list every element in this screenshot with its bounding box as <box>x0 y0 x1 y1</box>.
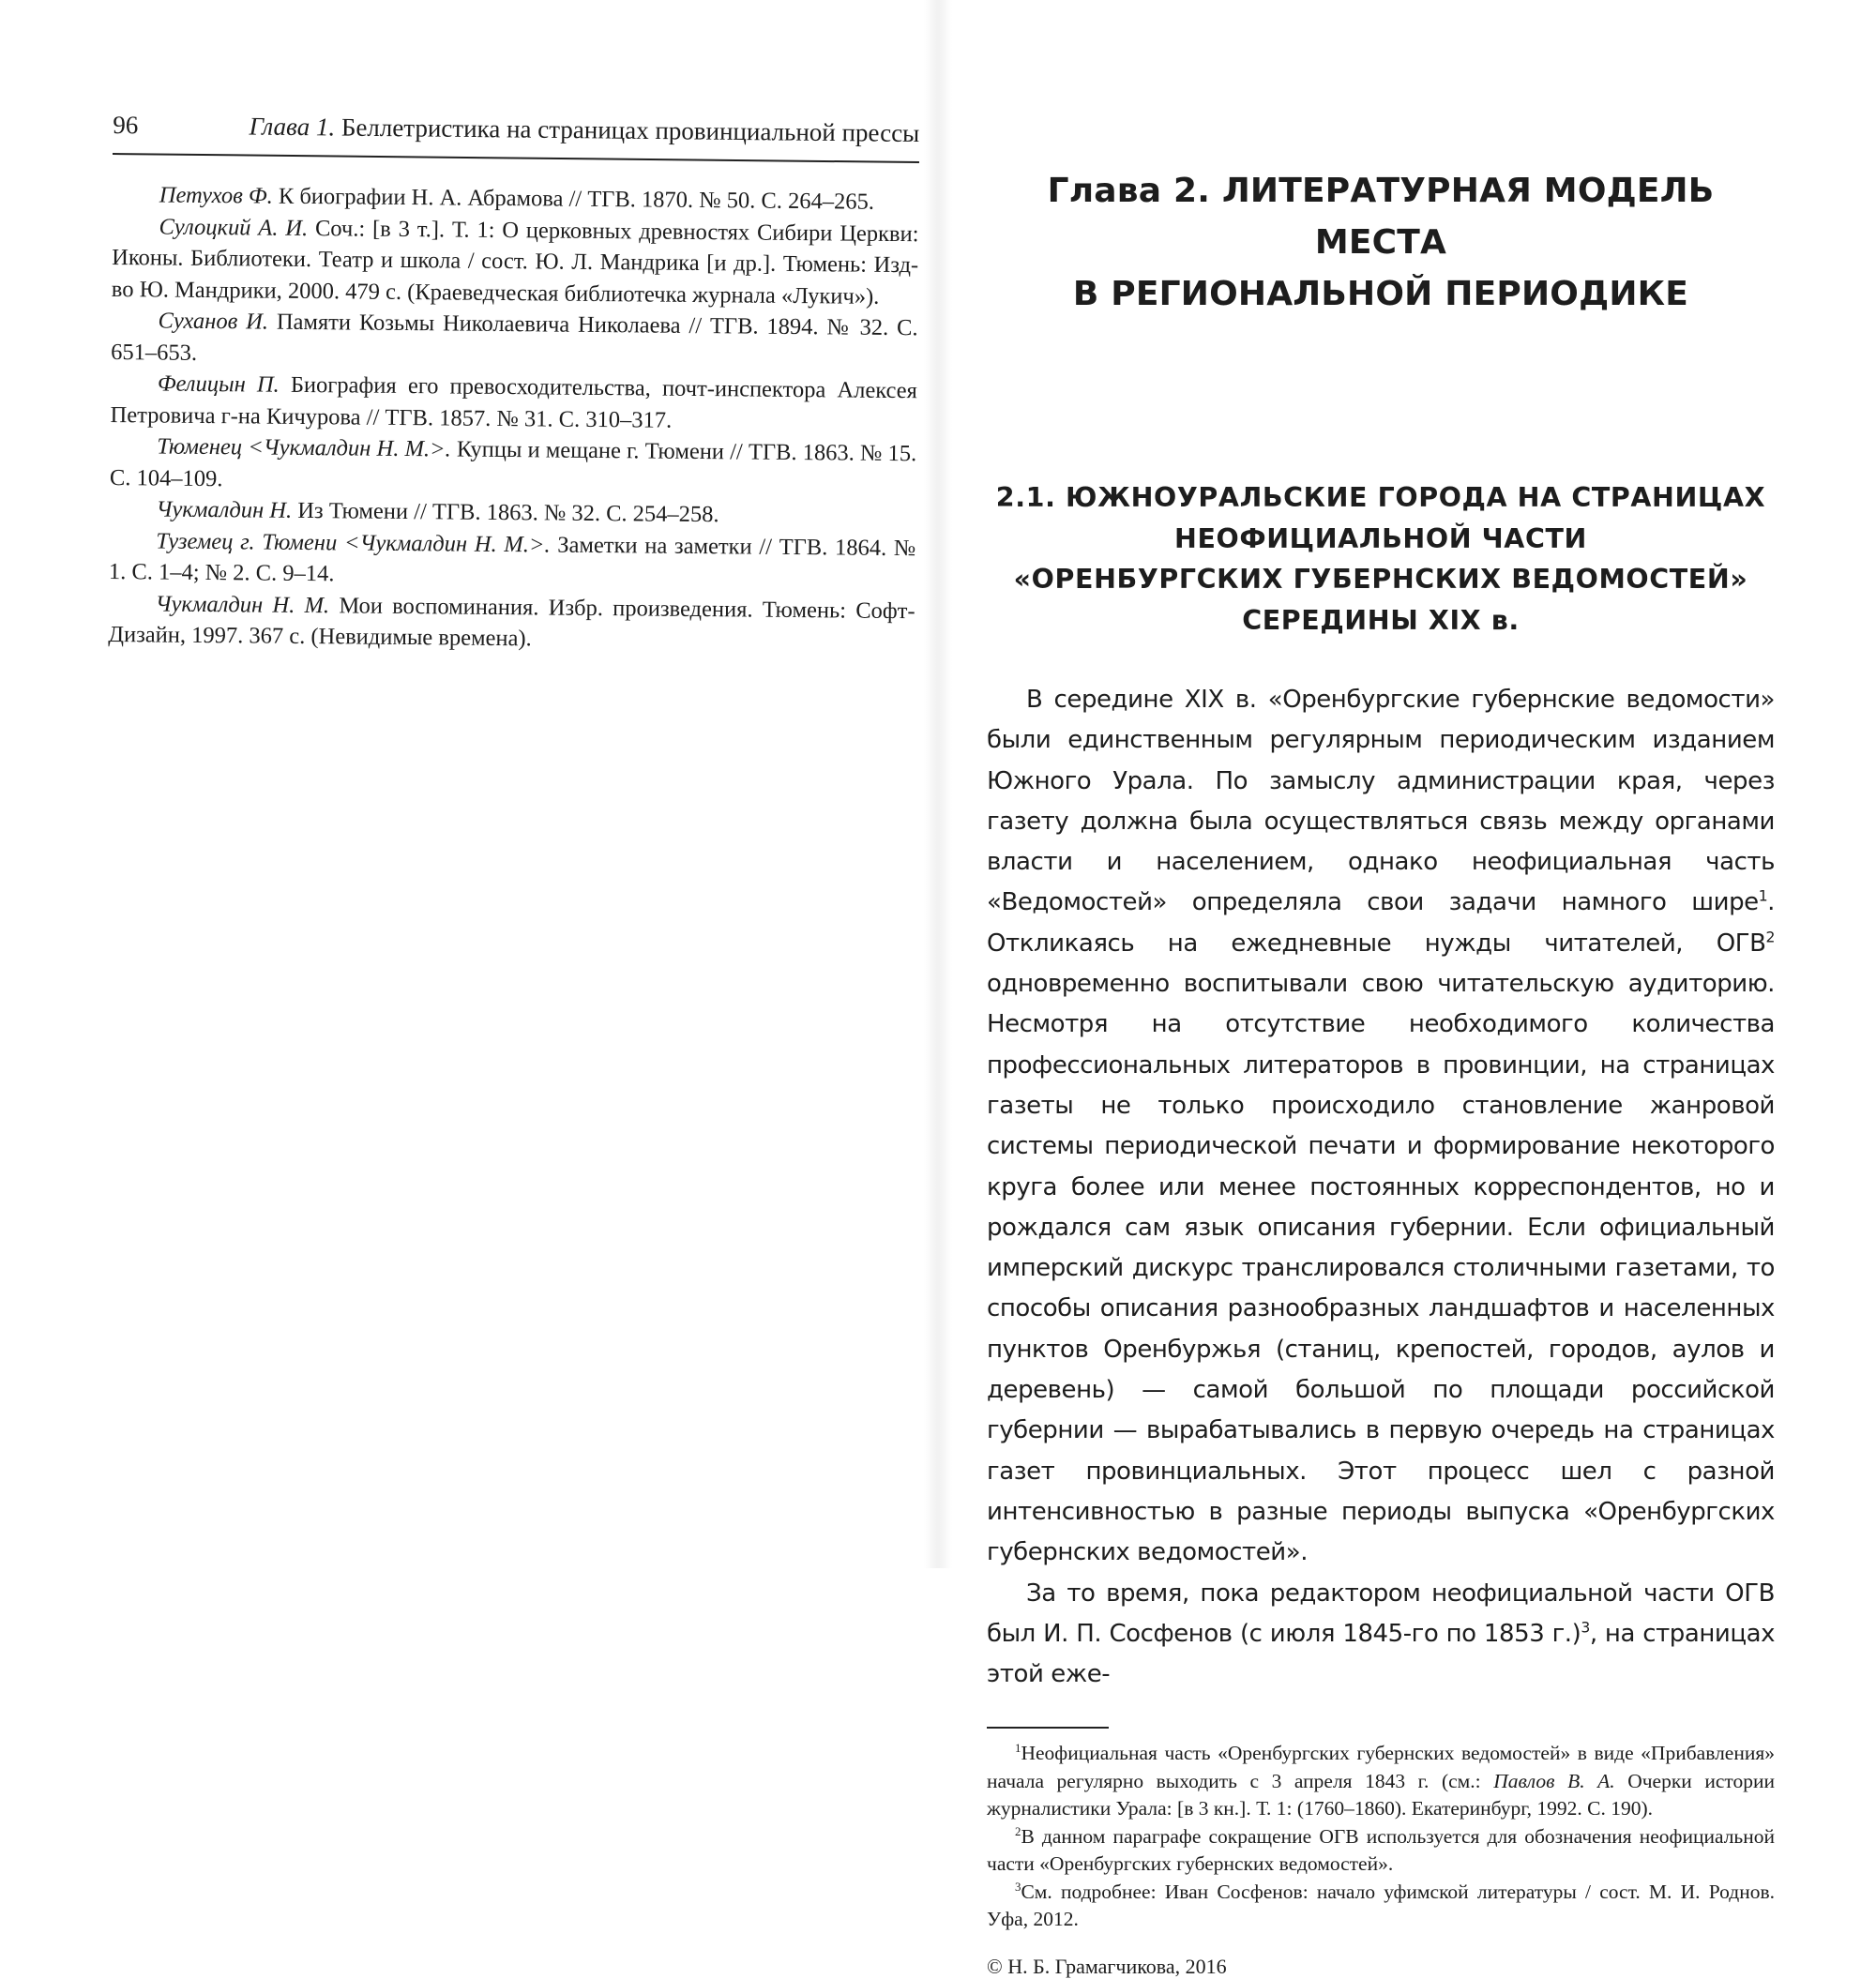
section-title-line: 2.1. ЮЖНОУРАЛЬСКИЕ ГОРОДА НА СТРАНИЦАХ <box>995 482 1766 513</box>
bibliography-entry <box>108 587 915 657</box>
book-gutter <box>924 0 952 1568</box>
running-head-title <box>249 113 919 148</box>
footnote-ref[interactable]: 3 <box>1581 1619 1590 1637</box>
bibliography-text: Биография его превосходительства, почт-инспектора Алексея Петровича г-на Кичурова // ТГВ. 1857. № 31. С. 310–317. <box>110 371 918 433</box>
paragraph <box>987 1574 1775 1696</box>
footnote-marker: 3 <box>1015 1880 1021 1894</box>
footnote-text: В данном параграфе сокращение ОГВ используется для обозначения неофициальной части «Оренбургских губернских ведомостей». <box>987 1824 1775 1876</box>
footnote-divider <box>987 1727 1109 1729</box>
bibliography-entry <box>111 305 918 375</box>
right-page <box>987 165 1775 1979</box>
paragraph-text: . Откликаясь на ежедневные нужды читателей, ОГВ <box>987 888 1775 958</box>
footnote-text: Очерки истории журналистики Урала: [в 3 кн.]. Т. 1: (1760–1860). Екатеринбург, 1992. С. 190). <box>987 1769 1775 1820</box>
bibliography-text: Из Тюмени // ТГВ. 1863. № 32. С. 254–258. <box>297 497 719 528</box>
section-title-line: «ОРЕНБУРГСКИХ ГУБЕРНСКИХ ВЕДОМОСТЕЙ» <box>1013 564 1748 595</box>
section-title <box>987 477 1775 641</box>
bibliography-text: Купцы и мещане г. Тюмени // ТГВ. 1863. № 15. С. 104–109. <box>109 436 917 491</box>
footnote-marker: 2 <box>1015 1824 1021 1838</box>
paragraph-text: , на страницах этой еже- <box>987 1619 1775 1689</box>
running-head-chapter-title: Беллетристика на страницах провинциальной прессы <box>340 113 920 148</box>
footnote <box>987 1740 1775 1823</box>
bibliography-text: Соч.: [в 3 т.]. Т. 1: О церковных древностях Сибири Церкви: Иконы. Библиотеки. Театр и школа / сост. Ю. Л. Мандрика [и др.]. Тюмень: Изд-во Ю. Мандрики, 2000. 479 с. (Краеведческая библиотечка журнала «Лукич»). <box>111 215 919 310</box>
bibliography-author: Суханов И. <box>158 308 269 335</box>
running-head-chapter-label: Глава 1. <box>249 112 336 142</box>
footnote-author: Павлов В. А. <box>1493 1769 1615 1792</box>
footnotes <box>987 1740 1775 1934</box>
bibliography-text: Мои воспоминания. Избр. произведения. Тюмень: Софт-Дизайн, 1997. 367 с. (Невидимые времена). <box>108 592 915 652</box>
bibliography-author: Сулоцкий А. И. <box>159 213 309 241</box>
footnote-ref[interactable]: 2 <box>1765 929 1775 946</box>
running-head <box>113 111 919 163</box>
copyright: © Н. Б. Грамагчикова, 2016 <box>987 1954 1227 1978</box>
bibliography-author: Чукмалдин Н. М. <box>155 590 330 618</box>
left-page <box>108 111 920 652</box>
bibliography-list <box>108 179 919 658</box>
body-text <box>987 680 1775 1695</box>
bibliography-entry <box>110 431 917 501</box>
bibliography-author: Чукмалдин Н. <box>156 496 293 523</box>
chapter-title <box>987 165 1775 320</box>
footnote-text: См. подробнее: Иван Сосфенов: начало уфимской литературы / сост. М. И. Роднов. Уфа, 2012. <box>987 1880 1775 1931</box>
footnote-marker: 1 <box>1015 1742 1021 1756</box>
bibliography-text: К биографии Н. А. Абрамова // ТГВ. 1870. № 50. С. 264–265. <box>278 183 875 215</box>
section-title-line: НЕОФИЦИАЛЬНОЙ ЧАСТИ <box>1174 522 1587 554</box>
bibliography-entry <box>109 524 916 595</box>
chapter-title-line: В РЕГИОНАЛЬНОЙ ПЕРИОДИКЕ <box>1072 275 1689 313</box>
paragraph-text: За то время, пока редактором неофициальной части ОГВ был И. П. Сосфенов (с июля 1845-го по 1853 г.) <box>987 1579 1775 1648</box>
footnote-ref[interactable]: 1 <box>1758 887 1768 905</box>
bibliography-entry <box>110 368 917 438</box>
footnote <box>987 1879 1775 1934</box>
paragraph-text: одновременно воспитывали свою читательскую аудиторию. Несмотря на отсутствие необходимого количества профессиональных литераторов в провинции, на страницах газеты не только происходило становление жанровой системы периодической печати и формирование некоторого круга более или менее постоянных корреспондентов, но и рождался сам язык описания губернии. Если официальный имперский дискурс транслировался столичными газетами, то способы описания разнообразных ландшафтов и населенных пунктов Оренбуржья (станиц, крепостей, городов, аулов и деревень) — самой большой по площади российской губернии — вырабатывались в первую очередь на страницах газет провинциальных. Этот процесс шел с разной интенсивностью в разные периоды выпуска «Оренбургских губернских ведомостей». <box>987 970 1775 1567</box>
bibliography-entry <box>112 210 919 312</box>
page-number: 96 <box>113 111 139 140</box>
paragraph-text: В середине XIX в. «Оренбургские губернские ведомости» были единственным регулярным периодическим изданием Южного Урала. По замыслу администрации края, через газету должна была осуществляться связь между органами власти и населением, однако неофициальная часть «Ведомостей» определяла свои задачи намного шире <box>987 686 1775 917</box>
chapter-title-line: Глава 2. ЛИТЕРАТУРНАЯ МОДЕЛЬ МЕСТА <box>1047 172 1715 262</box>
bibliography-author: Туземец г. Тюмени <Чукмалдин Н. М.>. <box>156 527 551 557</box>
bibliography-author: Фелицын П. <box>157 370 280 398</box>
footnote <box>987 1823 1775 1879</box>
bibliography-text: Памяти Козьмы Николаевича Николаева // ТГВ. 1894. № 32. С. 651–653. <box>111 309 918 366</box>
paragraph <box>987 680 1775 1574</box>
bibliography-author: Петухов Ф. <box>159 182 273 209</box>
bibliography-text: Заметки на заметки // ТГВ. 1864. № 1. С. 1–4; № 2. С. 9–14. <box>108 532 916 587</box>
bibliography-author: Тюменец <Чукмалдин Н. М.>. <box>157 433 451 462</box>
footnote-text: Неофициальная часть «Оренбургских губернских ведомостей» в виде «Прибавления» начала регулярно выходить с 3 апреля 1843 г. (см.: <box>987 1742 1775 1792</box>
section-title-line: СЕРЕДИНЫ XIX в. <box>1242 604 1520 636</box>
